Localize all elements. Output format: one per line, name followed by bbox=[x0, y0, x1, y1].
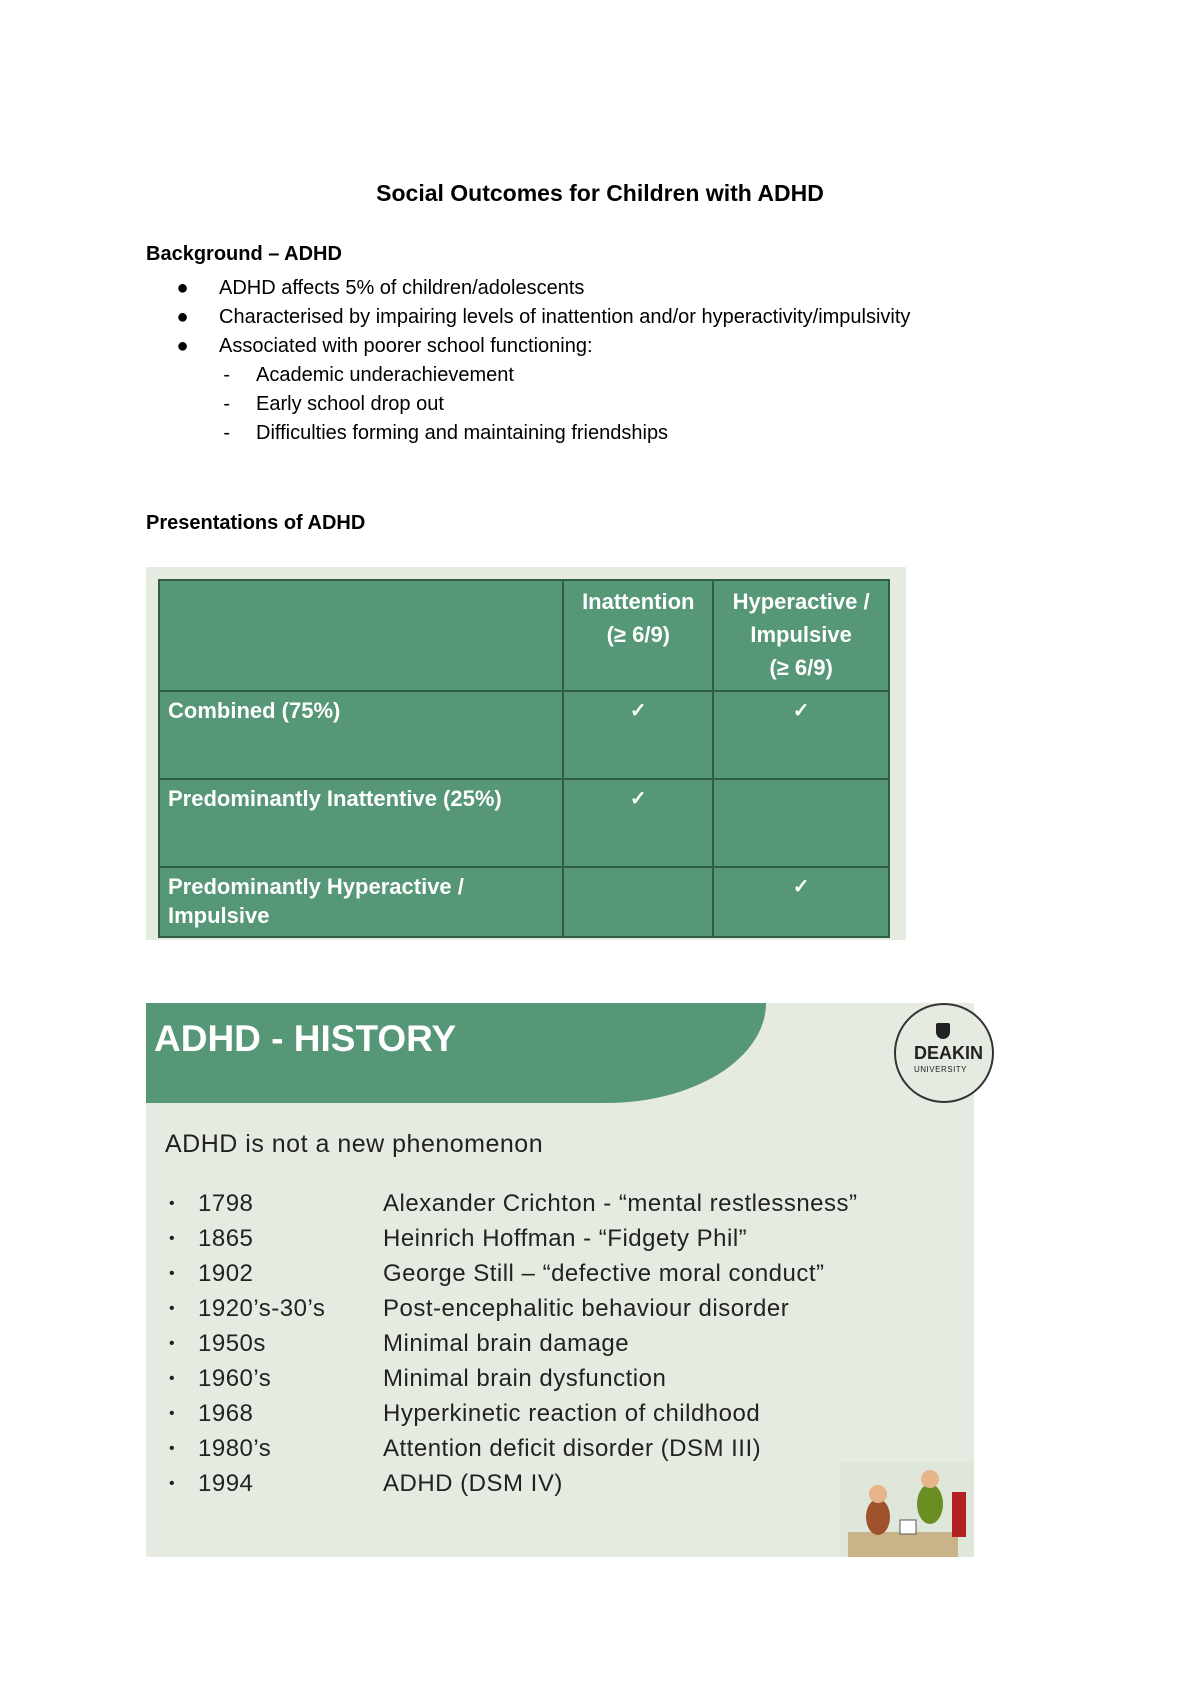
table-row bbox=[159, 691, 889, 779]
timeline-item bbox=[146, 1291, 974, 1326]
check-icon: ✓ bbox=[792, 700, 810, 722]
list-item bbox=[146, 303, 910, 332]
timeline-description: Minimal brain damage bbox=[383, 1329, 630, 1357]
table-cell bbox=[563, 691, 713, 779]
timeline-year: 1798 bbox=[198, 1189, 254, 1217]
bullet-icon: • bbox=[168, 1334, 176, 1352]
table-header-inattention bbox=[563, 580, 713, 691]
history-intro: ADHD is not a new phenomenon bbox=[165, 1130, 544, 1158]
check-icon: ✓ bbox=[629, 700, 647, 722]
timeline-year: 1902 bbox=[198, 1259, 254, 1287]
sub-list-item-text: Difficulties forming and maintaining friendships bbox=[256, 422, 669, 444]
timeline-item bbox=[146, 1186, 974, 1221]
timeline-item bbox=[146, 1431, 974, 1466]
sub-list-item-text: Early school drop out bbox=[256, 393, 444, 415]
timeline-year: 1865 bbox=[198, 1224, 254, 1252]
timeline-year: 1950s bbox=[198, 1329, 266, 1357]
background-list bbox=[146, 274, 910, 448]
check-icon: ✓ bbox=[629, 788, 647, 810]
row-label: Predominantly Hyperactive / Impulsive bbox=[159, 867, 563, 937]
list-item-text: Characterised by impairing levels of inattention and/or hyperactivity/impulsivity bbox=[219, 306, 911, 328]
timeline-item bbox=[146, 1221, 974, 1256]
timeline-description: George Still – “defective moral conduct” bbox=[383, 1259, 825, 1287]
history-timeline bbox=[146, 1186, 974, 1501]
timeline-description: Attention deficit disorder (DSM III) bbox=[383, 1434, 762, 1462]
header-line: (≥ 6/9) bbox=[769, 655, 833, 680]
list-item bbox=[146, 332, 910, 361]
timeline-description: Alexander Crichton - “mental restlessness” bbox=[383, 1189, 858, 1217]
crest-icon bbox=[936, 1023, 950, 1039]
list-item-text: Associated with poorer school functioning: bbox=[219, 335, 593, 357]
sub-list-item bbox=[146, 419, 910, 448]
list-item-text: ADHD affects 5% of children/adolescents bbox=[219, 277, 585, 299]
timeline-item bbox=[146, 1256, 974, 1291]
timeline-description: Post-encephalitic behaviour disorder bbox=[383, 1294, 790, 1322]
table-row bbox=[159, 867, 889, 937]
bullet-icon: ● bbox=[176, 306, 189, 328]
presentations-slide bbox=[146, 567, 906, 940]
dash-icon: - bbox=[223, 393, 230, 415]
table-header-row bbox=[159, 580, 889, 691]
table-cell bbox=[713, 779, 889, 867]
timeline-item bbox=[146, 1361, 974, 1396]
timeline-year: 1980’s bbox=[198, 1434, 272, 1462]
bullet-icon: • bbox=[168, 1474, 176, 1492]
bullet-icon: • bbox=[168, 1404, 176, 1422]
deakin-logo bbox=[894, 1003, 994, 1103]
row-label: Combined (75%) bbox=[159, 691, 563, 779]
sub-list-item bbox=[146, 361, 910, 390]
dash-icon: - bbox=[223, 422, 230, 444]
bullet-icon: ● bbox=[176, 335, 189, 357]
bullet-icon: • bbox=[168, 1369, 176, 1387]
table-cell bbox=[563, 779, 713, 867]
presentations-heading: Presentations of ADHD bbox=[146, 512, 366, 534]
bullet-icon: ● bbox=[176, 277, 189, 299]
timeline-item bbox=[146, 1326, 974, 1361]
timeline-year: 1960’s bbox=[198, 1364, 272, 1392]
check-icon: ✓ bbox=[792, 876, 810, 898]
history-slide bbox=[146, 1003, 984, 1557]
timeline-year: 1994 bbox=[198, 1469, 254, 1497]
bullet-icon: • bbox=[168, 1299, 176, 1317]
header-line: Inattention bbox=[582, 589, 695, 614]
table-header-hyperactive bbox=[713, 580, 889, 691]
history-title: ADHD - HISTORY bbox=[154, 1018, 457, 1059]
dash-icon: - bbox=[223, 364, 230, 386]
bullet-icon: • bbox=[168, 1439, 176, 1457]
timeline-description: Hyperkinetic reaction of childhood bbox=[383, 1399, 761, 1427]
bullet-icon: • bbox=[168, 1264, 176, 1282]
timeline-description: Heinrich Hoffman - “Fidgety Phil” bbox=[383, 1224, 748, 1252]
timeline-year: 1920’s-30’s bbox=[198, 1294, 326, 1322]
logo-subtitle: UNIVERSITY bbox=[914, 1065, 968, 1074]
background-heading: Background – ADHD bbox=[146, 243, 342, 265]
presentations-table bbox=[158, 579, 890, 938]
bullet-icon: • bbox=[168, 1229, 176, 1247]
header-line: Impulsive bbox=[750, 622, 852, 647]
table-cell bbox=[713, 691, 889, 779]
logo-name: DEAKIN bbox=[914, 1043, 984, 1063]
sub-list-item-text: Academic underachievement bbox=[256, 364, 514, 386]
bullet-icon: • bbox=[168, 1194, 176, 1212]
list-item bbox=[146, 274, 910, 303]
timeline-year: 1968 bbox=[198, 1399, 254, 1427]
timeline-description: Minimal brain dysfunction bbox=[383, 1364, 667, 1392]
document-title: Social Outcomes for Children with ADHD bbox=[376, 180, 824, 206]
table-header-cell bbox=[159, 580, 563, 691]
header-line: Hyperactive / bbox=[732, 589, 870, 614]
header-line: (≥ 6/9) bbox=[606, 622, 670, 647]
table-cell bbox=[563, 867, 713, 937]
sub-list-item bbox=[146, 390, 910, 419]
table-row bbox=[159, 779, 889, 867]
cartoon-illustration bbox=[840, 1462, 974, 1557]
table-cell bbox=[713, 867, 889, 937]
timeline-description: ADHD (DSM IV) bbox=[383, 1469, 563, 1497]
timeline-item bbox=[146, 1396, 974, 1431]
row-label: Predominantly Inattentive (25%) bbox=[159, 779, 563, 867]
